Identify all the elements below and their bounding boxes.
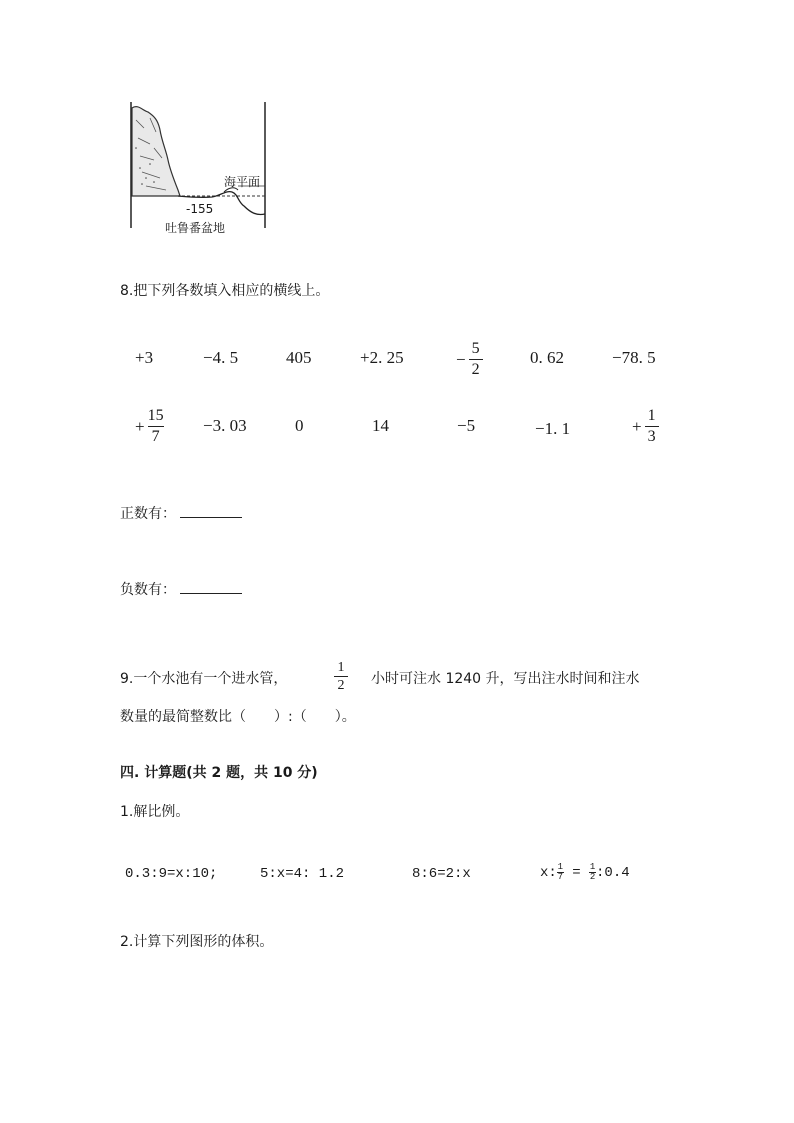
number-item: −3. 03 — [203, 416, 247, 435]
fraction-item: − 5 2 — [456, 340, 483, 379]
proportion-eq-3: 8:6=2:x — [412, 866, 471, 882]
terrain-illustration — [120, 98, 280, 238]
number-item: 0. 62 — [530, 348, 564, 367]
number-item: −5 — [457, 416, 476, 435]
proportion-eq-2: 5:x=4: 1.2 — [260, 866, 345, 882]
number-item: +2. 25 — [360, 348, 404, 367]
number-item: 14 — [372, 416, 389, 435]
calc-q1-prompt: 1.解比例。 — [120, 804, 190, 820]
fraction-item: + 15 7 — [135, 407, 164, 445]
number-item: −4. 5 — [203, 348, 239, 367]
number-item: −78. 5 — [612, 348, 656, 367]
proportion-eq-1: 0.3:9=x:10; — [125, 866, 218, 882]
negative-label: 负数有： — [120, 582, 176, 598]
q9-suffix: 小时可注水 1240 升，写出注水时间和注水 — [371, 671, 640, 687]
positive-numbers-line — [120, 503, 242, 523]
number-item: +3 — [135, 348, 154, 367]
q9-line2: 数量的最简整数比（ ）:（ ）。 — [120, 709, 356, 725]
number-item: 405 — [286, 348, 312, 367]
basin-label: 吐鲁番盆地 — [165, 221, 226, 235]
negative-answer-blank[interactable] — [180, 579, 242, 594]
proportion-eq-4: x: $\frac{1}{7}$ = $\frac{1}{2}$ :0.4 — [540, 862, 630, 882]
calc-q2-prompt: 2.计算下列图形的体积。 — [120, 934, 274, 950]
number-item: −1. 1 — [535, 419, 571, 438]
sea-level-label: 海平面 — [224, 175, 261, 189]
negative-numbers-line — [120, 579, 242, 599]
q8-prompt: 8.把下列各数填入相应的横线上。 — [120, 283, 330, 299]
depth-label: -155 — [186, 202, 214, 216]
section-4-title: 四. 计算题(共 2 题，共 10 分) — [120, 765, 318, 781]
q9-fraction: 1 2 — [334, 660, 348, 693]
positive-label: 正数有： — [120, 506, 176, 522]
terrain-figure — [120, 98, 280, 238]
number-item: 0 — [295, 416, 304, 435]
q9-prefix: 9.一个水池有一个进水管， — [120, 671, 288, 687]
positive-answer-blank[interactable] — [180, 503, 242, 518]
fraction-item: + 1 3 — [632, 407, 659, 446]
